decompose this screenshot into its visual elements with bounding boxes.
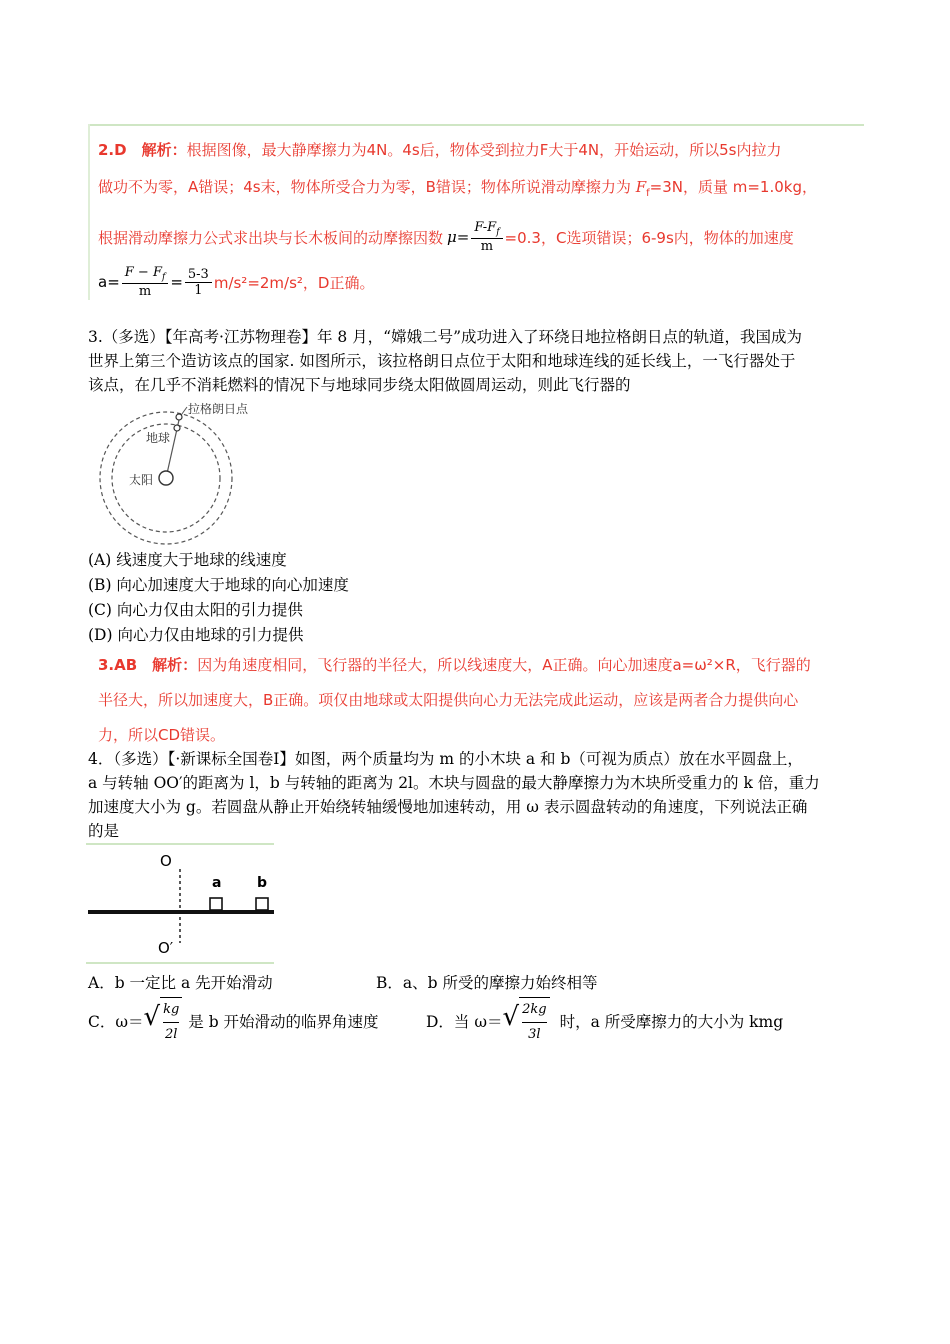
label-O: O <box>160 852 172 870</box>
answer-2-value-fraction: $\frac{5-3}{1}$ <box>185 267 212 298</box>
question-4-option-c: C．ω＝ √ kg 2l 是 b 开始滑动的临界角速度 <box>88 998 379 1046</box>
question-3-line1: 3.（多选）【年高考·江苏物理卷】年 8 月，“嫦娥二号”成功进入了环绕日地拉格朗日点的轨道，我国成为 <box>88 328 803 346</box>
answer-2-accel-fraction: $\frac{F - F_f}{m}$ <box>122 265 169 299</box>
question-3-option-a: (A) 线速度大于地球的线速度 <box>88 551 287 569</box>
rotating-disk-diagram <box>86 843 276 965</box>
answer-2-mu-fraction: $\frac{F-F_f}{m}$ <box>471 220 502 254</box>
label-b: b <box>257 875 268 891</box>
label-sun: 太阳 <box>129 473 154 487</box>
question-4-option-d: D．当 ω＝ √ 2kg 3l 时，a 所受摩擦力的大小为 kmg <box>426 998 783 1046</box>
answer-3-line3: 力，所以CD错误。 <box>98 726 226 744</box>
answer-box-left-border <box>88 124 90 300</box>
label-a: a <box>212 875 222 891</box>
answer-2-lead: 2.D 解析： <box>98 141 187 159</box>
question-4-option-a: A．b 一定比 a 先开始滑动 <box>88 974 273 992</box>
block-b <box>256 898 268 910</box>
answer-3-line2: 半径大，所以加速度大，B正确。项仅由地球或太阳提供向心力无法完成此运动，应该是两者合力提供向心 <box>98 691 799 709</box>
answer-2-line4: a= $\frac{F - F_f}{m}$ = $\frac{5-3}{1}$ m/s²=2m/s²，D正确。 <box>98 265 375 299</box>
question-3-line2: 世界上第三个造访该点的国家. 如图所示，该拉格朗日点位于太阳和地球连线的延长线上，一飞行器处于 <box>88 352 796 370</box>
answer-2-line2: 做功不为零，A错误；4s末，物体所受合力为零，B错误；物体所说滑动摩擦力为 $F_f=3N$，质量 m=1.0kg， <box>98 178 818 199</box>
label-lagrange-point: 拉格朗日点 <box>188 402 249 416</box>
answer-2-line3: 根据滑动摩擦力公式求出块与长木板间的动摩擦因数 μ= $\frac{F-F_f}{m}$ =0.3，C选项错误；6-9s内，物体的加速度 <box>98 220 794 254</box>
question-3-option-b: (B) 向心加速度大于地球的向心加速度 <box>88 576 349 594</box>
sqrt-kg-over-2l: √ kg 2l <box>144 997 183 1047</box>
question-4-line3: 加速度大小为 g。若圆盘从静止开始绕转轴缓慢地加速转动，用 ω 表示圆盘转动的角速度，下列说法正确 <box>88 798 808 816</box>
answer-2-line1: 2.D 解析：根据图像，最大静摩擦力为4N。4s后，物体受到拉力F大于4N，开始运动，所以5s内拉力 <box>98 141 782 159</box>
question-3-option-c: (C) 向心力仅由太阳的引力提供 <box>88 601 303 619</box>
question-4-line2: a 与转轴 OO′的距离为 l，b 与转轴的距离为 2l。木块与圆盘的最大静摩擦力为木块所受重力的 k 倍，重力 <box>88 774 820 792</box>
lagrange-orbit-diagram <box>92 397 267 545</box>
question-3-option-d: (D) 向心力仅由地球的引力提供 <box>88 626 304 644</box>
lagrange-point-dot <box>176 414 182 420</box>
earth-dot <box>174 425 180 431</box>
question-3-line3: 该点，在几乎不消耗燃料的情况下与地球同步绕太阳做圆周运动，则此飞行器的 <box>88 376 631 394</box>
block-a <box>210 898 222 910</box>
label-O-prime: O′ <box>158 939 174 957</box>
question-4-line1: 4．（多选）【·新课标全国卷Ⅰ】如图，两个质量均为 m 的小木块 a 和 b（可视为质点）放在水平圆盘上， <box>88 750 803 768</box>
question-4-line4: 的是 <box>88 822 120 840</box>
sun-circle <box>159 471 173 485</box>
label-earth: 地球 <box>146 431 171 445</box>
question-4-option-b: B．a、b 所受的摩擦力始终相等 <box>376 974 598 992</box>
answer-box-top-border <box>88 124 864 126</box>
sqrt-2kg-over-3l: √ 2kg 3l <box>503 997 550 1047</box>
answer-3-line1: 3.AB 解析：因为角速度相同，飞行器的半径大，所以线速度大，A正确。向心加速度a=ω²×R，飞行器的 <box>98 656 811 674</box>
